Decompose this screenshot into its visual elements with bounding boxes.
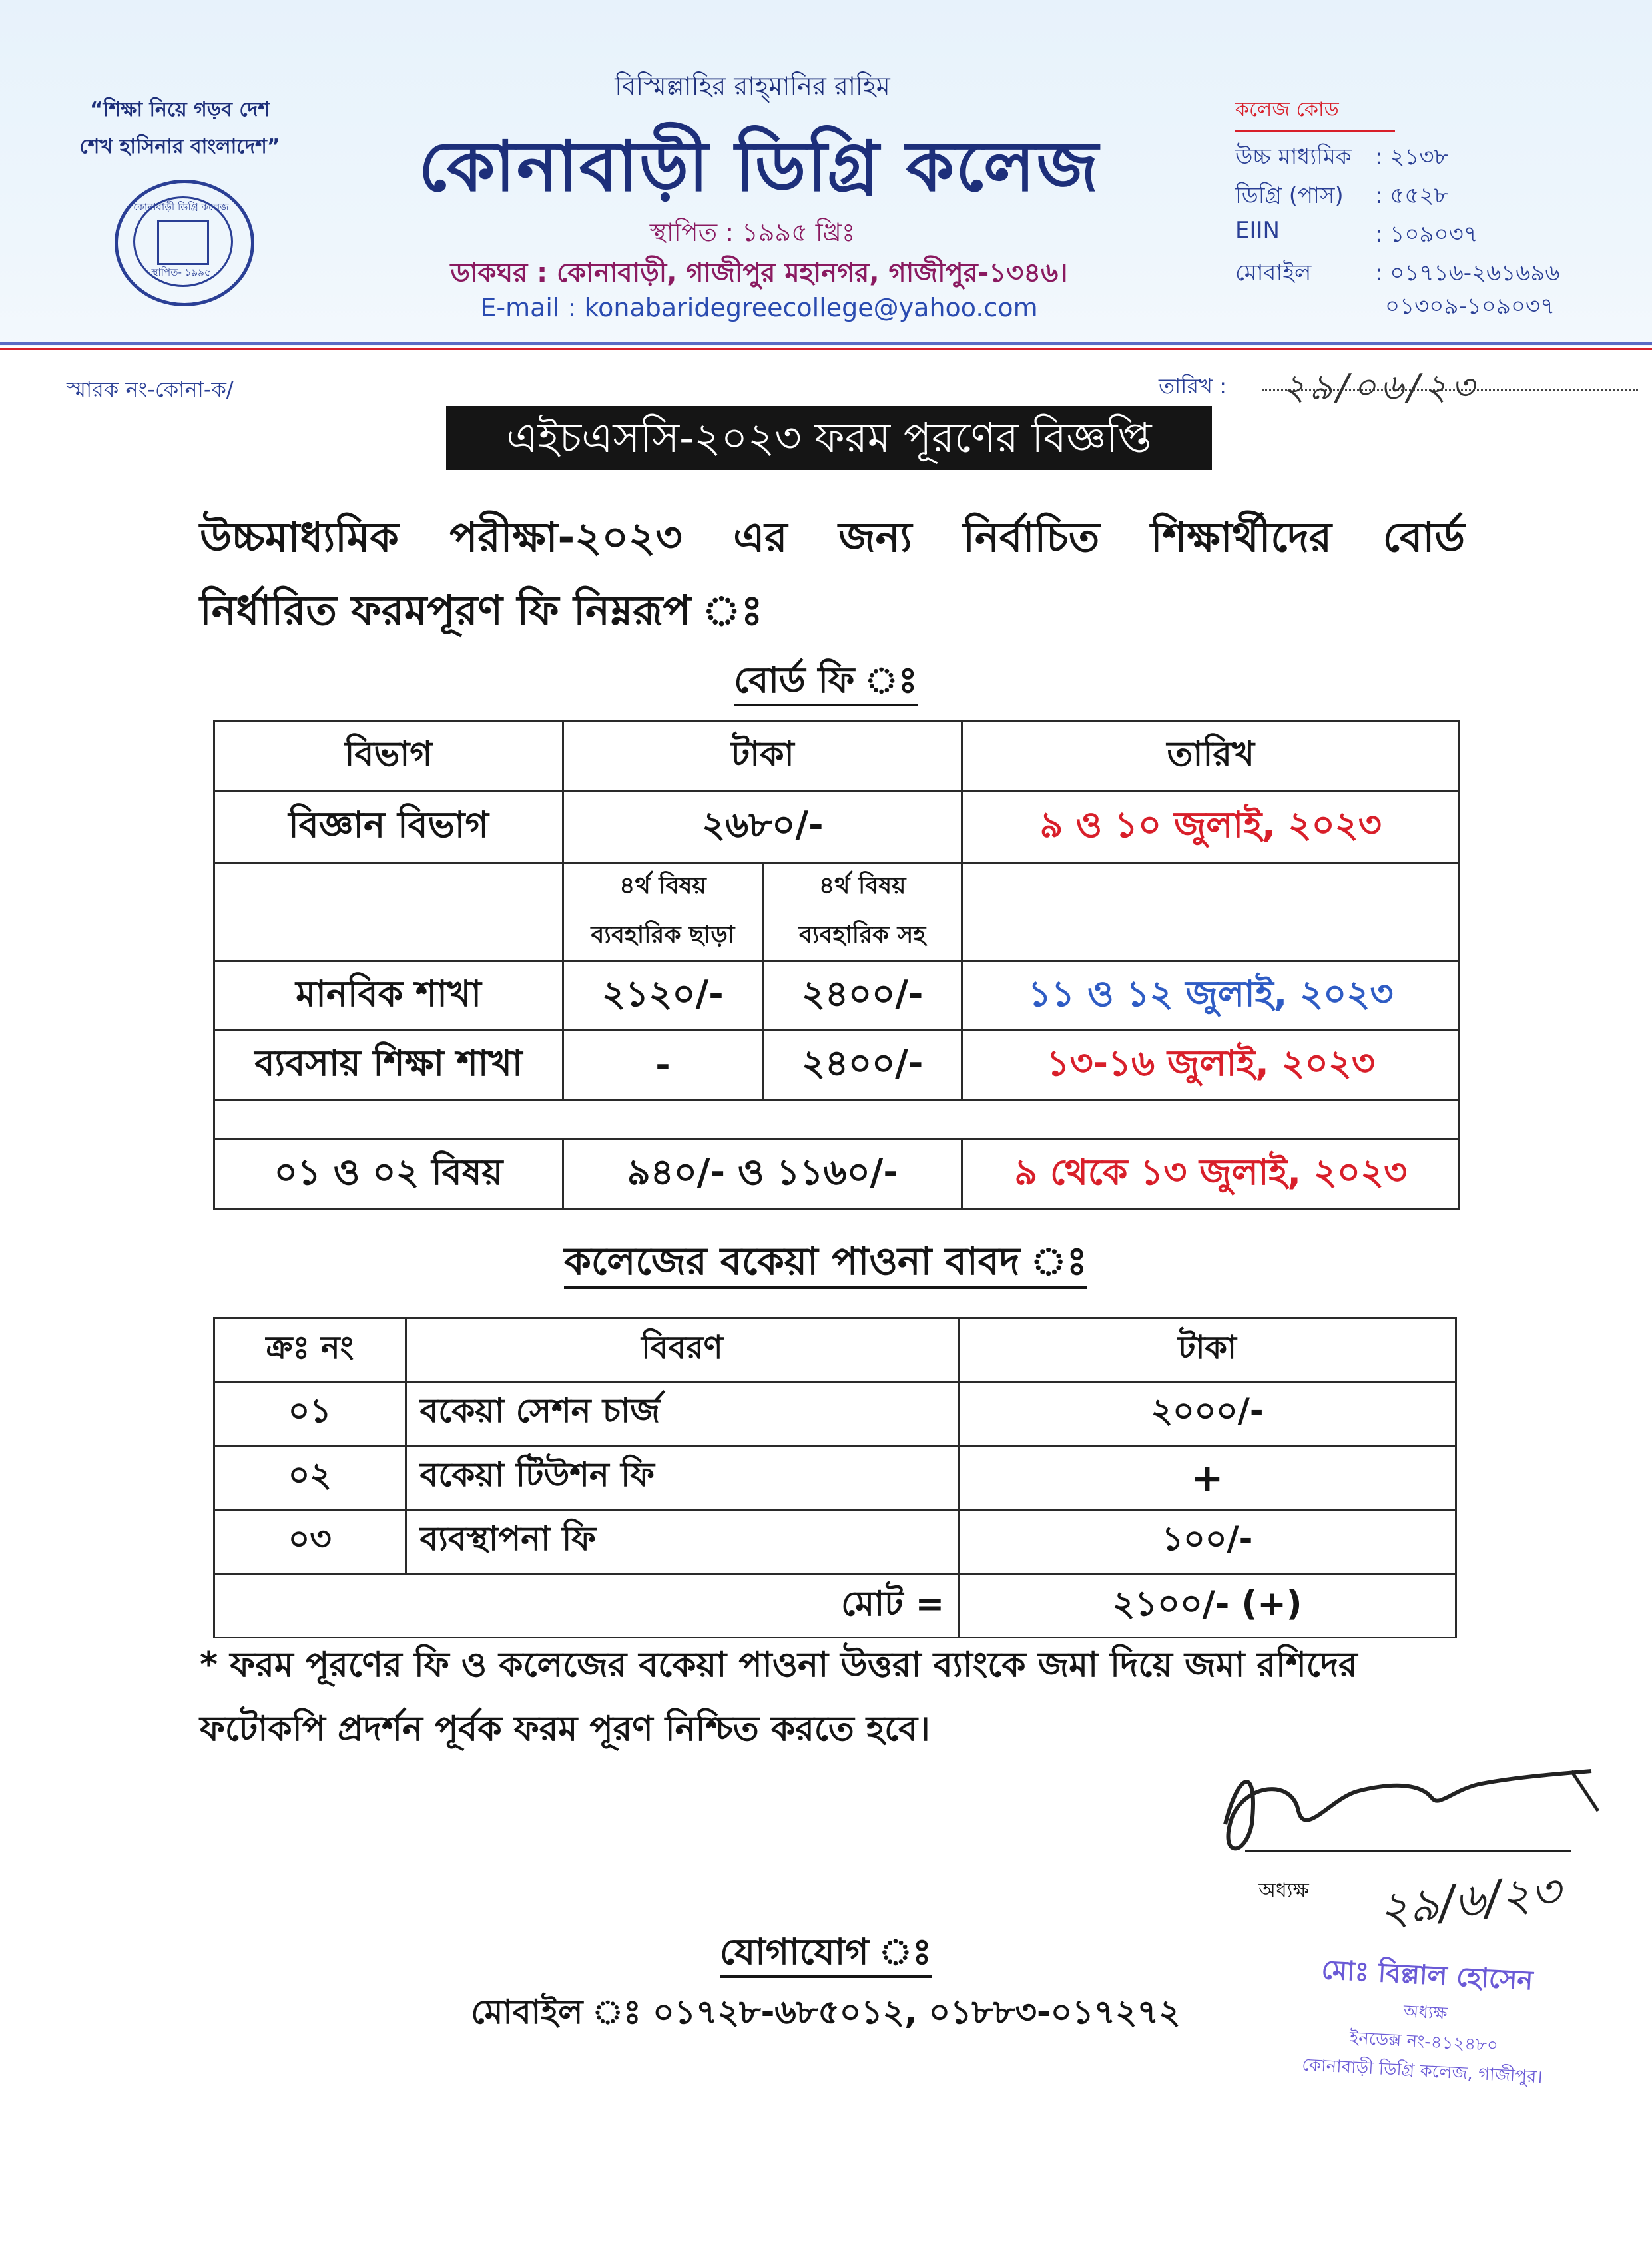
signature-designation: অধ্যক্ষ (1258, 1879, 1309, 1902)
dues-serial: ০১ (214, 1382, 406, 1446)
signature-tail (1571, 1771, 1598, 1811)
row-humanities (214, 961, 1460, 1031)
signature-date: ২৯/৬/২৩ (1375, 1863, 1563, 1937)
college-code-list (1235, 140, 1635, 327)
board-fee-heading-text: বোর্ড ফি ঃ (734, 659, 917, 706)
dues-description: ব্যবস্থাপনা ফি (406, 1510, 959, 1574)
stamp-name: মোঃ বিল্লাল হোসেন (1320, 1954, 1534, 1997)
established-text: স্থাপিত : ১৯৯৫ খ্রিঃ (649, 218, 856, 247)
notice-intro-line-2: নির্ধারিত ফরমপূরণ ফি নিম্নরূপ ঃ (200, 586, 763, 634)
header-rule-blue (0, 342, 1652, 345)
signature-stroke (1225, 1771, 1591, 1848)
row-spacer (214, 1100, 1460, 1140)
dues-header-serial: ক্রঃ নং (214, 1318, 406, 1382)
spacer-cell (214, 1100, 1460, 1140)
code-value: : ৫৫২৮ (1375, 182, 1449, 209)
code-value: : ২১৩৮ (1375, 144, 1449, 170)
business-fee-without: - (563, 1031, 763, 1100)
principal-stamp (1262, 1946, 1588, 2095)
dues-header-amount: টাকা (959, 1318, 1456, 1382)
dues-header-description: বিবরণ (406, 1318, 959, 1382)
sub-header-line: ৪র্থ বিষয় (619, 872, 706, 899)
stamp-title: অধ্যক্ষ (1403, 2001, 1448, 2024)
header-amount: টাকা (563, 722, 962, 791)
college-seal-book-icon (157, 220, 209, 265)
row-business (214, 1031, 1460, 1100)
header-department: বিভাগ (214, 722, 563, 791)
sub-header-line: ব্যবহারিক ছাড়া (591, 921, 735, 949)
code-row-degree (1235, 178, 1635, 217)
code-row-hsc (1235, 140, 1635, 178)
memo-reference: স্মারক নং-কোনা-ক/ (67, 377, 234, 402)
dues-total-row (214, 1574, 1456, 1638)
humanities-fee-without: ২১২০/- (563, 961, 763, 1031)
footnote-line-1: * ফরম পূরণের ফি ও কলেজের বকেয়া পাওনা উত্তরা ব্যাংকে জমা দিয়ে জমা রশিদের (200, 1645, 1358, 1685)
row-science (214, 791, 1460, 863)
college-email: E-mail : konabaridegreecollege@yahoo.com (480, 293, 1038, 322)
board-fee-table (213, 720, 1460, 1210)
notice-intro-line-1: উচ্চমাধ্যমিক পরীক্ষা-২০২৩ এর জন্য নির্বাচিত শিক্ষার্থীদের বোর্ড (200, 513, 1465, 561)
subjects-fee: ৯৪০/- ও ১১৬০/- (563, 1140, 962, 1209)
dues-description: বকেয়া সেশন চার্জ (406, 1382, 959, 1446)
science-date: ৯ ও ১০ জুলাই, ২০২৩ (962, 791, 1460, 863)
stamp-index: ইনডেক্স নং-৪১২৪৮০ (1348, 2028, 1499, 2056)
board-table-header-row (214, 722, 1460, 791)
row-sub-header (214, 863, 1460, 961)
science-fee: ২৬৮০/- (563, 791, 962, 863)
business-fee-with: ২৪০০/- (762, 1031, 962, 1100)
row-subjects (214, 1140, 1460, 1209)
contact-heading (599, 1924, 1052, 1984)
date-field (1262, 360, 1638, 408)
sub-header-line: ব্যবহারিক সহ (798, 921, 926, 949)
sub-header-empty (214, 863, 563, 961)
code-row-mobile (1235, 256, 1635, 289)
code-label: EIIN (1235, 217, 1280, 244)
dues-amount: + (959, 1446, 1456, 1510)
code-label: মোবাইল (1235, 260, 1312, 286)
sub-header-date-empty (962, 863, 1460, 961)
dues-row (214, 1510, 1456, 1574)
dues-row (214, 1446, 1456, 1510)
code-label: ডিগ্রি (পাস) (1235, 182, 1344, 209)
code-row-eiin (1235, 217, 1635, 256)
dues-serial: ০২ (214, 1446, 406, 1510)
sub-header-without-practical (563, 863, 763, 961)
dues-header-row (214, 1318, 1456, 1382)
dues-heading (466, 1232, 1185, 1296)
subjects-date: ৯ থেকে ১৩ জুলাই, ২০২৩ (962, 1140, 1460, 1209)
dues-row (214, 1382, 1456, 1446)
humanities-fee-with: ২৪০০/- (762, 961, 962, 1031)
code-label: উচ্চ মাধ্যমিক (1235, 144, 1352, 170)
code-value: : ১০৯০৩৭ (1375, 221, 1478, 248)
subjects-dept: ০১ ও ০২ বিষয় (214, 1140, 563, 1209)
date-handwritten: ২৯/০৬/২৩ (1282, 366, 1478, 408)
code-value: : ০১৭১৬-২৬১৬৯৬ (1375, 260, 1560, 286)
business-dept: ব্যবসায় শিক্ষা শাখা (214, 1031, 563, 1100)
humanities-dept: মানবিক শাখা (214, 961, 563, 1031)
slogan-line-1: “শিক্ষা নিয়ে গড়ব দেশ (89, 98, 270, 121)
sub-header-line: ৪র্থ বিষয় (818, 872, 906, 899)
slogan-line-2: শেখ হাসিনার বাংলাদেশ” (79, 135, 280, 158)
stamp-college: কোনাবাড়ী ডিগ্রি কলেজ, গাজীপুর। (1301, 2055, 1543, 2088)
college-address: ডাকঘর : কোনাবাড়ী, গাজীপুর মহানগর, গাজীপুর-১৩৪৬। (450, 258, 1068, 288)
footnote-line-2: ফটোকপি প্রদর্শন পূর্বক ফরম পূরণ নিশ্চিত করতে হবে। (200, 1709, 930, 1749)
seal-text-bottom: স্থাপিত- ১৯৯৫ (151, 266, 211, 278)
humanities-date: ১১ ও ১২ জুলাই, ২০২৩ (962, 961, 1460, 1031)
dues-amount: ২০০০/- (959, 1382, 1456, 1446)
dues-heading-text: কলেজের বকেয়া পাওনা বাবদ ঃ (564, 1238, 1087, 1289)
bismillah-text: বিস্মিল্লাহির রাহ্‌মানির রাহিম (615, 71, 890, 101)
header-rule-red (0, 348, 1652, 350)
dues-description: বকেয়া টিউশন ফি (406, 1446, 959, 1510)
dues-total-value: ২১০০/- (+) (959, 1574, 1456, 1638)
sub-header-with-practical (762, 863, 962, 961)
header-date: তারিখ (962, 722, 1460, 791)
code-mobile-2: ০১৩০৯-১০৯০৩৭ (1385, 293, 1555, 320)
dues-amount: ১০০/- (959, 1510, 1456, 1574)
board-fee-heading (686, 652, 965, 712)
contact-heading-text: যোগাযোগ ঃ (720, 1931, 932, 1978)
dues-serial: ০৩ (214, 1510, 406, 1574)
date-label: তারিখ : (1159, 374, 1227, 399)
college-name-title: কোনাবাড়ী ডিগ্রি কলেজ (418, 126, 1100, 207)
science-dept: বিজ্ঞান বিভাগ (214, 791, 563, 863)
dues-total-label: মোট = (214, 1574, 959, 1638)
dues-table (213, 1317, 1457, 1638)
notice-title: এইচএসসি-২০২৩ ফরম পূরণের বিজ্ঞপ্তি (446, 406, 1212, 470)
seal-text-top: কোনাবাড়ী ডিগ্রি কলেজ (133, 201, 229, 213)
contact-mobile: মোবাইল ঃ ০১৭২৮-৬৮৫০১২, ০১৮৮৩-০১৭২৭২ (471, 1993, 1181, 2031)
business-date: ১৩-১৬ জুলাই, ২০২৩ (962, 1031, 1460, 1100)
college-code-title: কলেজ কোড (1235, 93, 1395, 132)
